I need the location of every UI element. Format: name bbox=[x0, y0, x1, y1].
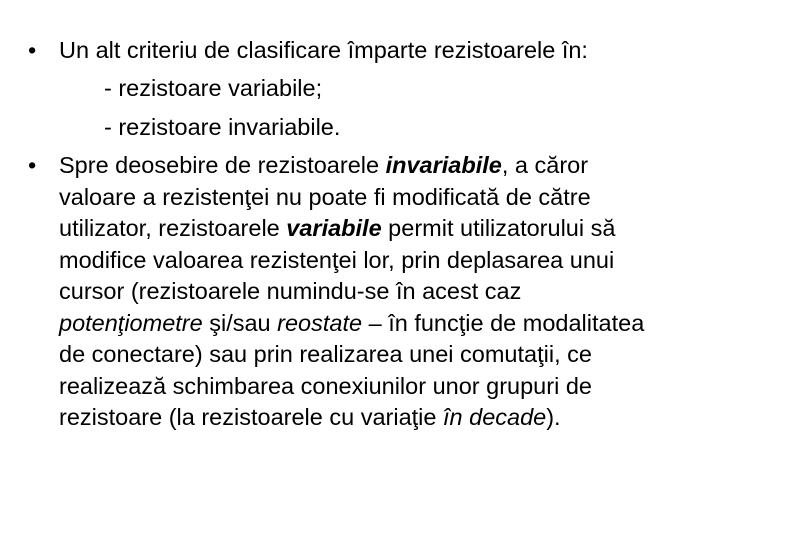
emphasis-in-decade: în decade bbox=[443, 404, 547, 430]
text-line: modifice valoarea rezistenţei lor, prin deplasarea unui bbox=[59, 246, 615, 273]
text-line bbox=[59, 402, 784, 434]
text-line bbox=[59, 150, 784, 182]
bullet-icon: • bbox=[28, 152, 37, 178]
emphasis-potentiometre: potenţiometre bbox=[59, 309, 203, 336]
emphasis-invariabile: invariabile bbox=[385, 152, 502, 178]
bullet-paragraph bbox=[59, 150, 784, 434]
emphasis-reostate: reostate bbox=[277, 309, 363, 336]
text-line: valoare a rezistenţei nu poate fi modificată de către bbox=[59, 183, 591, 210]
sub-item-variable: - rezistoare variabile; bbox=[104, 75, 323, 101]
bullet-text bbox=[59, 35, 784, 67]
text-run: permit utilizatorului să bbox=[381, 215, 616, 241]
text-line: cursor (rezistoarele numindu-se în acest caz bbox=[59, 278, 522, 304]
text-run: , a căror bbox=[501, 152, 589, 178]
text-line: de conectare) sau prin realizarea unei comutaţii, ce bbox=[59, 341, 592, 367]
text-run: utilizator, rezistoarele bbox=[59, 215, 287, 241]
text-run: rezistoare (la rezistoarele cu variaţie bbox=[59, 404, 443, 430]
text-run: şi/sau bbox=[202, 309, 278, 336]
sub-item-invariable: - rezistoare invariabile. bbox=[104, 114, 341, 140]
text-run: – în funcţie de modalitatea bbox=[362, 309, 645, 336]
text-line: Un alt criteriu de clasificare împarte rezistoarele în: bbox=[59, 37, 588, 63]
text-line bbox=[59, 308, 784, 340]
text-run: ). bbox=[546, 404, 561, 430]
text-line bbox=[59, 213, 784, 245]
text-run: Spre deosebire de rezistoarele bbox=[59, 152, 386, 178]
bullet-icon: • bbox=[28, 37, 37, 63]
emphasis-variabile: variabile bbox=[286, 215, 382, 241]
text-line: realizează schimbarea conexiunilor unor grupuri de bbox=[59, 372, 592, 399]
